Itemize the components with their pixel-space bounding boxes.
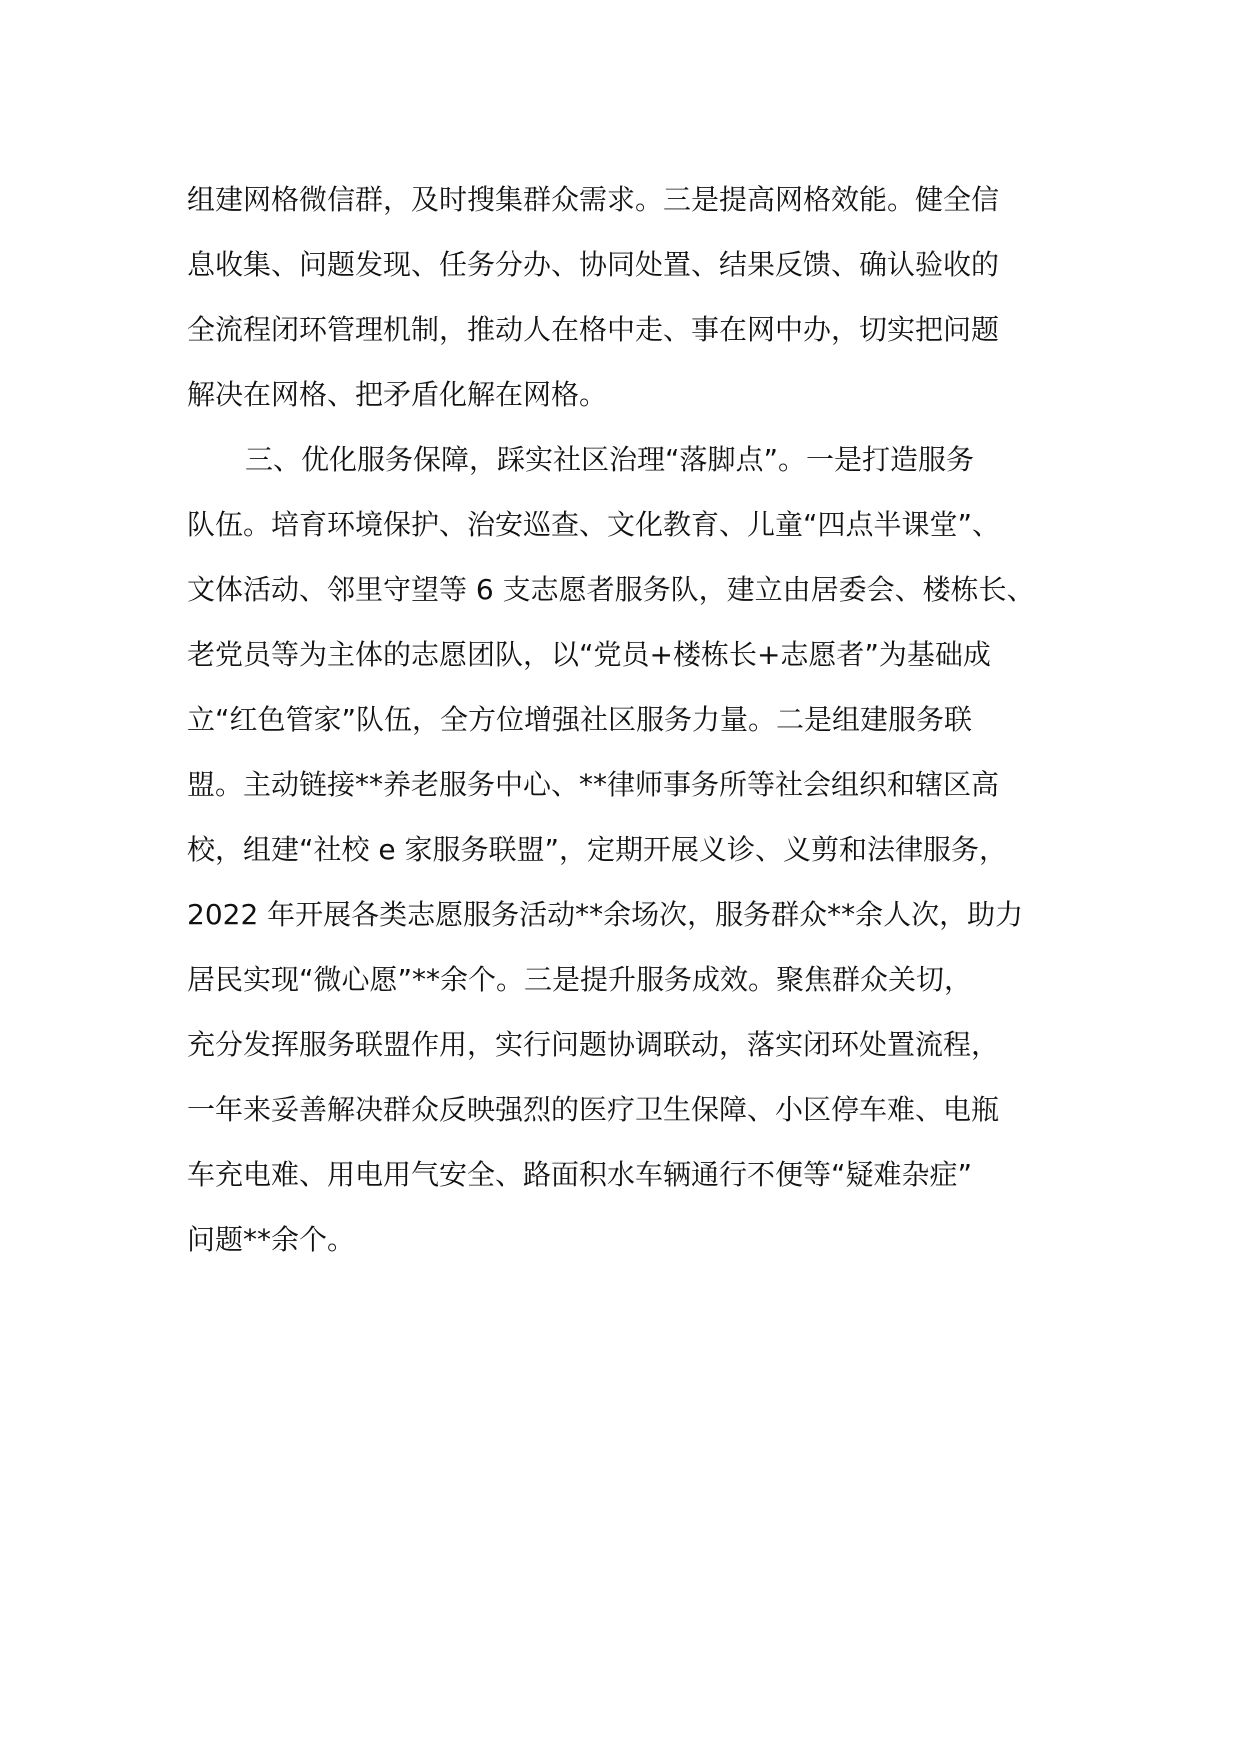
text-line: 息收集、问题发现、任务分办、协同处置、结果反馈、确认验收的 bbox=[187, 248, 1000, 281]
text-line: 车充电难、用电用气安全、路面积水车辆通行不便等“疑难杂症” bbox=[187, 1158, 973, 1191]
section-three-heading-line: 三、优化服务保障，踩实社区治理“落脚点”。一是打造服务 bbox=[245, 443, 975, 476]
text-line: 盟。主动链接**养老服务中心、**律师事务所等社会组织和辖区高 bbox=[187, 768, 1000, 801]
text-line: 老党员等为主体的志愿团队，以“党员+楼栋长+志愿者”为基础成 bbox=[187, 638, 991, 671]
text-line: 组建网格微信群，及时搜集群众需求。三是提高网格效能。健全信 bbox=[187, 183, 1000, 216]
text-line: 解决在网格、把矛盾化解在网格。 bbox=[187, 378, 608, 411]
text-line: 队伍。培育环境保护、治安巡查、文化教育、儿童“四点半课堂”、 bbox=[187, 508, 1001, 541]
text-line: 全流程闭环管理机制，推动人在格中走、事在网中办，切实把问题 bbox=[187, 313, 1000, 346]
text-line: 文体活动、邻里守望等 6 支志愿者服务队，建立由居委会、楼栋长、 bbox=[187, 573, 1035, 606]
text-line: 一年来妥善解决群众反映强烈的医疗卫生保障、小区停车难、电瓶 bbox=[187, 1093, 1000, 1126]
text-line: 2022 年开展各类志愿服务活动**余场次，服务群众**余人次，助力 bbox=[187, 898, 1024, 931]
text-line: 立“红色管家”队伍，全方位增强社区服务力量。二是组建服务联 bbox=[187, 703, 973, 736]
text-line: 问题**余个。 bbox=[187, 1223, 356, 1256]
text-line: 校，组建“社校 e 家服务联盟”，定期开展义诊、义剪和法律服务， bbox=[187, 833, 1008, 866]
text-line: 居民实现“微心愿”**余个。三是提升服务成效。聚焦群众关切， bbox=[187, 963, 973, 996]
document-body bbox=[187, 167, 1067, 1272]
text-line: 充分发挥服务联盟作用，实行问题协调联动，落实闭环处置流程， bbox=[187, 1028, 1000, 1061]
